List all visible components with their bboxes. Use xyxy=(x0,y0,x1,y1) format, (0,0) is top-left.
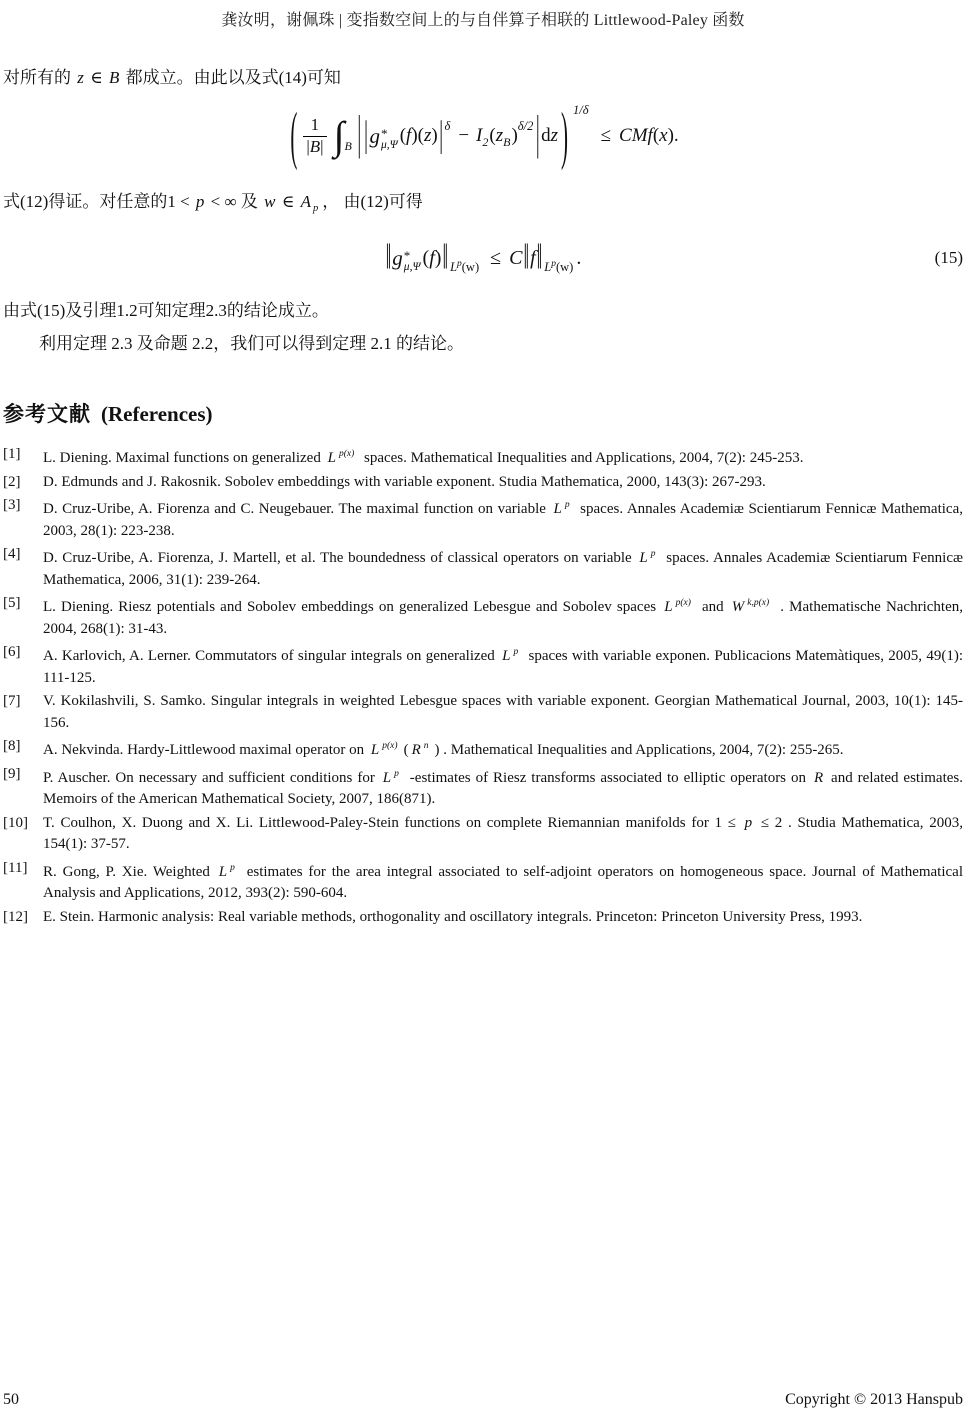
math-segment: z xyxy=(77,68,84,87)
text-segment: ∈ xyxy=(277,192,299,211)
reference-item xyxy=(3,907,963,929)
math-segment: p xyxy=(744,814,753,831)
math-token: z xyxy=(423,125,432,146)
math-token: ( xyxy=(399,125,407,146)
math-token: * xyxy=(403,248,411,264)
math-token: ( xyxy=(652,125,660,146)
reference-number: [10] xyxy=(3,814,28,831)
math-token: ‖ xyxy=(523,237,530,278)
integral-sign: ∫ xyxy=(333,113,345,158)
reference-number: [2] xyxy=(3,473,21,490)
text-segment: D. Edmunds and J. Rakosnik. Sobolev embeddings with variable exponent. Studia Mathematica, 2000, 143(3): 267-293. xyxy=(43,473,766,490)
math-segment: L $^p$ xyxy=(218,862,235,880)
math-token: δ xyxy=(444,118,451,133)
math-subscript xyxy=(544,259,573,275)
math-token: | xyxy=(306,136,310,156)
integral xyxy=(333,113,354,158)
reference-number: [9] xyxy=(3,765,21,782)
math-token: p xyxy=(457,259,462,270)
math-supsub xyxy=(404,249,421,274)
references-list xyxy=(3,444,963,928)
reference-text xyxy=(43,544,963,591)
text-segment: ∈ xyxy=(85,68,107,87)
reference-item xyxy=(3,495,963,542)
math-token: f xyxy=(406,125,412,146)
math-segment: L $^p$ xyxy=(502,647,519,665)
reference-item xyxy=(3,813,963,856)
math-token xyxy=(303,136,326,157)
text-segment: L. Diening. Riesz potentials and Sobolev embeddings on generalized Lebesgue and Sobolev spaces xyxy=(43,599,662,616)
math-segment: L $^p$ xyxy=(639,549,656,567)
math-token: ‖ xyxy=(442,237,449,278)
reference-text xyxy=(43,764,963,811)
math-token: I xyxy=(476,125,483,146)
text-segment: E. Stein. Harmonic analysis: Real variable methods, orthogonality and oscillatory integrals. Princeton: Princeton University Press, 1993. xyxy=(43,908,863,925)
reference-number: [5] xyxy=(3,595,21,612)
references-heading-cjk: 参考文献 xyxy=(3,403,91,427)
math-segment: A $_p$ xyxy=(300,192,319,215)
reference-item xyxy=(3,858,963,905)
reference-item xyxy=(3,444,963,470)
reference-text xyxy=(43,691,963,734)
math-token: ≤ xyxy=(490,246,502,269)
text-segment: 对所有的 xyxy=(3,68,76,87)
math-row xyxy=(385,237,582,278)
math-token: d xyxy=(541,125,551,146)
math-token: f xyxy=(530,246,536,269)
reference-item xyxy=(3,642,963,689)
text-segment: 利用定理 2.3 及命题 2.2，我们可以得到定理 2.1 的结论。 xyxy=(39,334,464,354)
page-number: 50 xyxy=(3,1391,19,1408)
math-segment: W $^{k,p(x)}$ xyxy=(731,598,770,616)
math-token: B xyxy=(309,136,321,156)
text-segment: 由式(15)及引理1.2可知定理2.3的结论成立。 xyxy=(3,301,329,321)
reference-number: [3] xyxy=(3,497,21,514)
text-segment: spaces with variable exponen. Publicacions Matemàtiques, 2005, 49(1): 111-125. xyxy=(43,648,963,686)
math-token: p xyxy=(551,259,556,270)
text-segment: spaces. Annales Academiæ Scientiarum Fennicæ Mathematica, 2006, 31(1): 239-264. xyxy=(43,550,963,588)
text-segment: 1 ≤ xyxy=(714,814,742,831)
math-token: (w) xyxy=(461,260,480,275)
reference-text xyxy=(43,736,963,762)
math-token: δ/2 xyxy=(517,118,534,133)
math-segment: L $^{p(x)}$ xyxy=(370,741,398,759)
text-segment: 式(12)得证。对任意的 xyxy=(3,192,168,211)
math-token: ) xyxy=(511,125,518,146)
math-token: ) xyxy=(561,97,569,172)
reference-text xyxy=(43,593,963,640)
text-segment: spaces. Mathematical Inequalities and Applications, 2004, 7(2): 245-253. xyxy=(360,450,804,467)
math-token: L xyxy=(450,260,458,275)
paragraph xyxy=(3,299,963,323)
reference-text xyxy=(43,813,963,856)
text-segment: < ∞ 及 xyxy=(206,192,263,211)
page-body xyxy=(0,66,966,928)
math-token: ( xyxy=(422,246,430,269)
reference-number: [1] xyxy=(3,446,21,463)
references-heading xyxy=(3,398,963,428)
reference-text xyxy=(43,642,963,689)
reference-item xyxy=(3,691,963,734)
math-segment: L $^{p(x)}$ xyxy=(327,449,355,467)
math-token: )( xyxy=(411,125,424,146)
math-subscript xyxy=(450,259,479,275)
text-segment: T. Coulhon, X. Duong and X. Li. Littlewood-Paley-Stein functions on complete Riemannian manifolds for xyxy=(43,814,715,831)
reference-text xyxy=(43,495,963,542)
text-segment: ≤ 2 xyxy=(755,814,783,831)
math-token: | xyxy=(357,108,362,161)
math-segment: R $^n$ xyxy=(411,741,429,759)
math-token: | xyxy=(439,114,444,156)
text-segment: 1 < xyxy=(167,192,194,211)
math-token: | xyxy=(320,136,324,156)
reference-number: [7] xyxy=(3,693,21,710)
equation-number: (15) xyxy=(934,248,963,268)
text-segment: . Mathematische Nachrichten, 2004, 268(1): 31-43. xyxy=(43,599,963,637)
page-header-title: 龚汝明，谢佩珠 | 变指数空间上的与自伴算子相联的 Littlewood-Paley 函数 xyxy=(221,12,745,29)
math-token: ‖ xyxy=(385,237,392,278)
math-token: B xyxy=(503,134,511,149)
math-segment: L $^p$ xyxy=(553,500,570,518)
text-segment: ， 由(12)可得 xyxy=(322,192,423,211)
math-row xyxy=(287,97,679,172)
text-segment: L. Diening. Maximal functions on generalized xyxy=(43,450,325,467)
math-token: ≤ xyxy=(600,125,612,146)
text-segment: A. Nekvinda. Hardy-Littlewood maximal operator on xyxy=(43,742,368,759)
text-segment: -estimates of Riesz transforms associated to elliptic operators on xyxy=(404,769,811,786)
text-segment: ( xyxy=(403,742,409,759)
math-token: 2 xyxy=(482,134,489,149)
math-token: ( xyxy=(489,125,496,146)
math-token: g xyxy=(392,245,403,270)
math-token: CMf xyxy=(619,125,653,146)
text-segment: D. Cruz-Uribe, A. Fiorenza and C. Neugebauer. The maximal function on variable xyxy=(43,501,551,518)
math-token: ). xyxy=(667,125,679,146)
text-segment: and related estimates. Memoirs of the American Mathematical Society, 2007, 186(871). xyxy=(43,769,963,808)
references-heading-en: (References) xyxy=(101,402,213,427)
reference-text xyxy=(43,444,963,470)
math-token: z xyxy=(550,125,559,146)
reference-text xyxy=(43,858,963,905)
reference-item xyxy=(3,472,963,494)
math-segment: L $^p$ xyxy=(382,768,399,786)
math-token: L xyxy=(544,260,552,275)
copyright-text: Copyright © 2013 Hanspub xyxy=(785,1391,963,1408)
reference-item xyxy=(3,736,963,762)
reference-number: [8] xyxy=(3,738,21,755)
math-supsub xyxy=(381,127,398,152)
math-token: 1 xyxy=(310,115,320,135)
page-footer xyxy=(3,1391,963,1409)
math-token: ) xyxy=(434,246,442,269)
text-segment: V. Kokilashvili, S. Samko. Singular integrals in weighted Lebesgue spaces with variable exponent. Georgian Mathematical Journal, 2003, 10(1): 145-156. xyxy=(43,693,963,731)
reference-item xyxy=(3,544,963,591)
math-segment: w xyxy=(264,192,276,211)
math-token: ( xyxy=(290,97,298,172)
math-token: * xyxy=(380,125,388,141)
text-segment: D. Cruz-Uribe, A. Fiorenza, J. Martell, et al. The boundedness of classical operators on variable xyxy=(43,550,637,567)
equation-15 xyxy=(3,235,963,281)
reference-number: [11] xyxy=(3,859,28,876)
math-token: μ,Ψ xyxy=(380,138,398,151)
text-segment: . Studia Mathematica, 2003, 154(1): 37-57. xyxy=(43,814,964,853)
math-token: | xyxy=(364,114,368,156)
display-formula xyxy=(3,98,963,174)
math-token: x xyxy=(659,125,668,146)
math-segment: L $^{p(x)}$ xyxy=(664,598,691,616)
math-token: | xyxy=(535,108,540,161)
paragraph xyxy=(3,66,963,90)
text-segment: and xyxy=(696,599,729,616)
math-token: − xyxy=(458,125,470,146)
math-token: ‖ xyxy=(536,237,543,278)
text-segment: estimates for the area integral associated to self-adjoint operators on homogeneous space. Journal of Mathematical Analysis and Applications, 2012, 393(2): 590-604. xyxy=(43,863,964,902)
math-token: . xyxy=(576,246,582,269)
text-segment: A. Karlovich, A. Lerner. Commutators of singular integrals on generalized xyxy=(43,648,500,665)
math-segment: p xyxy=(195,192,205,211)
reference-text xyxy=(43,907,963,929)
math-segment: R xyxy=(813,769,824,786)
text-segment: R. Gong, P. Xie. Weighted xyxy=(43,863,216,880)
math-token: z xyxy=(495,125,504,146)
math-token: B xyxy=(344,139,352,153)
math-token: μ,Ψ xyxy=(403,261,421,274)
math-token: C xyxy=(509,246,523,269)
reference-number: [4] xyxy=(3,546,21,563)
reference-text xyxy=(43,472,963,494)
fraction xyxy=(303,115,326,157)
paragraph xyxy=(3,332,963,356)
reference-number: [12] xyxy=(3,908,28,925)
math-token: (w) xyxy=(555,260,574,275)
paragraph xyxy=(3,190,963,221)
math-token: ) xyxy=(431,125,438,146)
text-segment: 都成立。由此以及式(14)可知 xyxy=(121,68,341,87)
math-token: f xyxy=(429,246,435,269)
math-segment: B xyxy=(108,68,120,87)
reference-number: [6] xyxy=(3,644,21,661)
text-segment: spaces. Annales Academiæ Scientiarum Fennicæ Mathematica, 2003, 28(1): 223-238. xyxy=(43,501,963,539)
math-token: g xyxy=(369,123,380,148)
reference-item xyxy=(3,593,963,640)
text-segment: . Mathematical Inequalities and Applications, 2004, 7(2): 255-265. xyxy=(439,742,844,759)
text-segment: P. Auscher. On necessary and sufficient conditions for xyxy=(43,769,380,786)
text-segment: ) xyxy=(434,742,440,759)
math-token: 1/δ xyxy=(573,102,589,117)
reference-item xyxy=(3,764,963,811)
